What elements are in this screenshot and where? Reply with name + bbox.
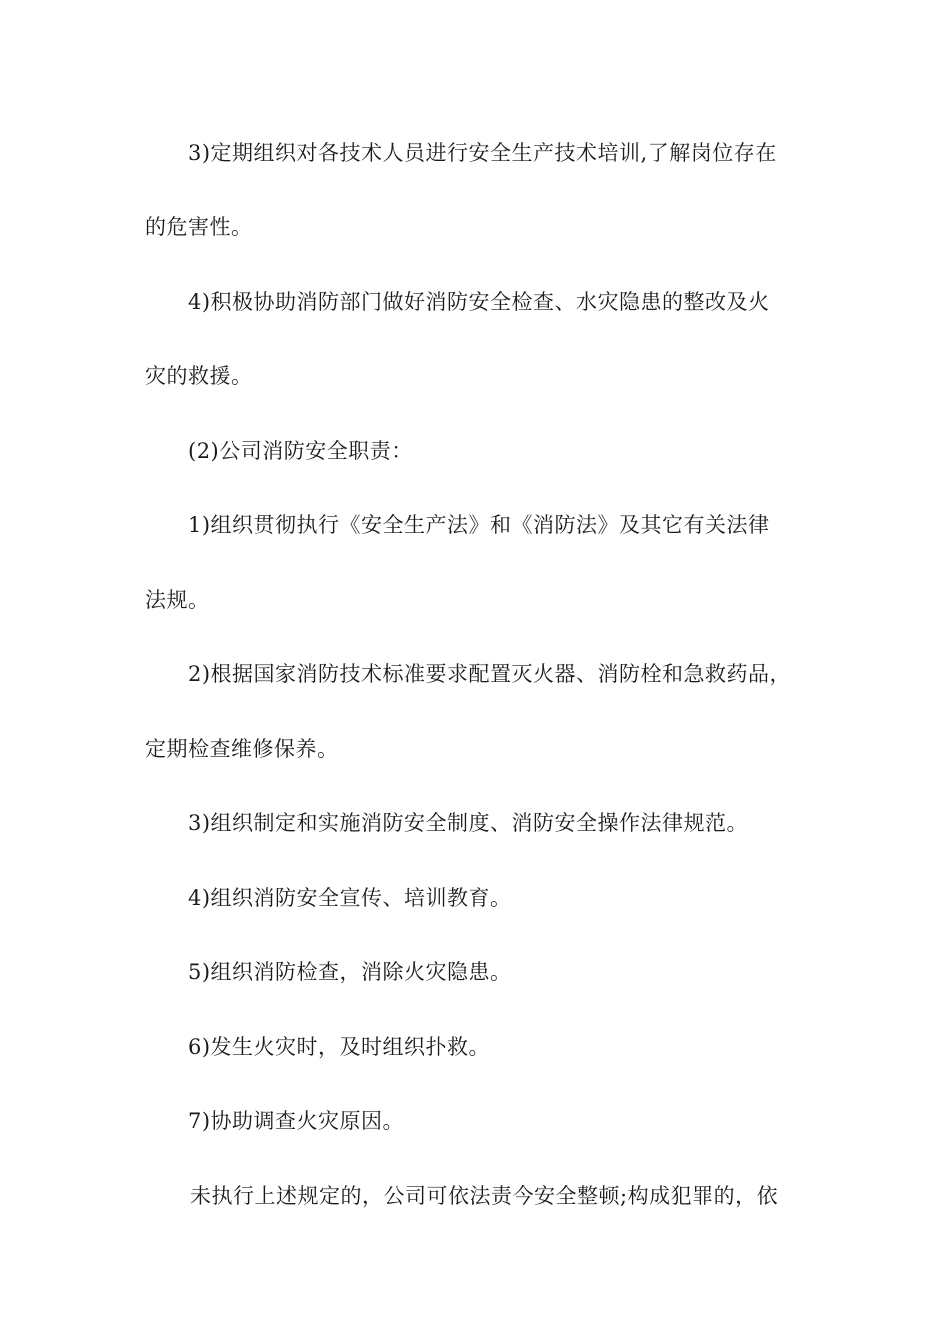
text-line: 3)定期组织对各技术人员进行安全生产技术培训,了解岗位存在 <box>188 141 777 165</box>
text-line: 定期检查维修保养。 <box>145 737 339 761</box>
text-line: 的危害性。 <box>145 215 253 239</box>
text-line: 未执行上述规定的，公司可依法责今安全整顿;构成犯罪的，依 <box>190 1184 779 1208</box>
text-line: 4)积极协助消防部门做好消防安全检查、水灾隐患的整改及火 <box>188 290 770 314</box>
text-line: 2)根据国家消防技术标准要求配置灭火器、消防栓和急救药品， <box>188 662 792 686</box>
text-line: 灾的救援。 <box>145 364 253 388</box>
text-line: 6)发生火灾时，及时组织扑救。 <box>188 1035 491 1059</box>
text-line: 法规。 <box>145 588 210 612</box>
section-heading: (2)公司消防安全职责： <box>188 439 413 463</box>
text-line: 5)组织消防检查，消除火灾隐患。 <box>188 960 512 984</box>
text-line: 4)组织消防安全宣传、培训教育。 <box>188 886 512 910</box>
text-line: 7)协助调查火灾原因。 <box>188 1109 405 1133</box>
text-line: 1)组织贯彻执行《安全生产法》和《消防法》及其它有关法律 <box>188 513 770 537</box>
text-line: 3)组织制定和实施消防安全制度、消防安全操作法律规范。 <box>188 811 749 835</box>
